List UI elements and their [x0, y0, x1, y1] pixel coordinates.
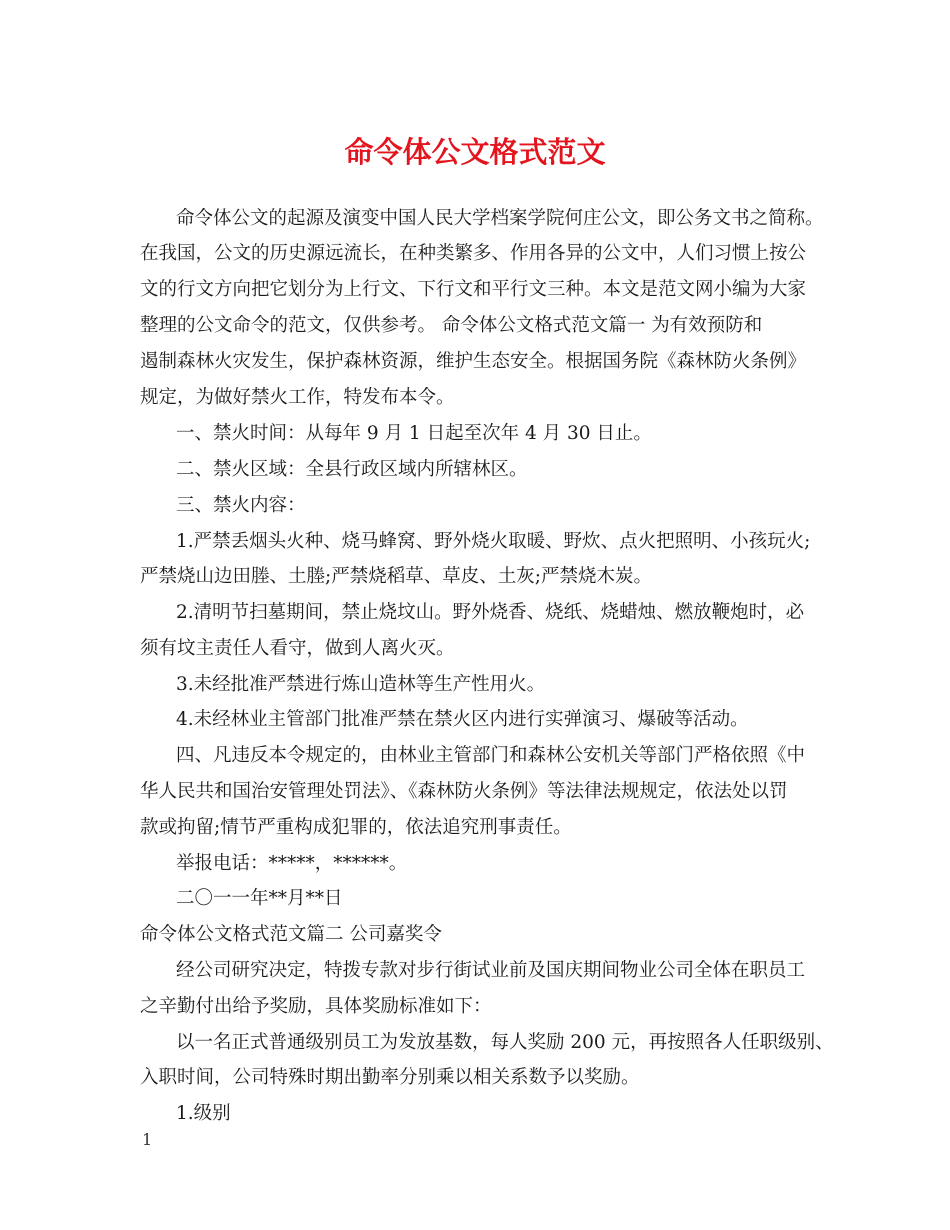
body-line: 1.级别 — [176, 1103, 231, 1124]
body-line: 举报电话：*****，******。 — [176, 853, 408, 874]
body-line: 规定，为做好禁火工作，特发布本令。 — [140, 387, 455, 408]
document-title: 命令体公文格式范文 — [344, 135, 606, 169]
body-line: 1.严禁丢烟头火种、烧马蜂窝、野外烧火取暖、野炊、点火把照明、小孩玩火; — [176, 531, 811, 552]
body-line: 严禁烧山边田塍、土塍;严禁烧稻草、草皮、土灰;严禁烧木炭。 — [140, 566, 652, 587]
body-line: 华人民共和国治安管理处罚法》、《森林防火条例》等法律法规规定，依法处以罚 — [140, 781, 788, 802]
body-line: 遏制森林火灾发生，保护森林资源，维护生态安全。根据国务院《森林防火条例》 — [140, 351, 807, 372]
body-line: 经公司研究决定，特拨专款对步行街试业前及国庆期间物业公司全体在职员工 — [176, 960, 806, 981]
body-line: 须有坟主责任人看守，做到人离火灭。 — [140, 638, 455, 659]
body-line: 文的行文方向把它划分为上行文、下行文和平行文三种。本文是范文网小编为大家 — [140, 279, 807, 300]
signature-date: 二〇一一年**月**日 — [176, 888, 343, 909]
body-line: 款或拘留;情节严重构成犯罪的，依法追究刑事责任。 — [140, 817, 572, 838]
body-line: 之辛勤付出给予奖励，具体奖励标准如下： — [140, 996, 492, 1017]
body-line: 三、禁火内容： — [176, 495, 306, 516]
body-line: 入职时间，公司特殊时期出勤率分别乘以相关系数予以奖励。 — [140, 1067, 640, 1088]
body-line: 四、凡违反本令规定的，由林业主管部门和森林公安机关等部门严格依照《中 — [176, 745, 806, 766]
body-line: 整理的公文命令的范文，仅供参考。 命令体公文格式范文篇一 为有效预防和 — [140, 315, 763, 336]
body-line: 二、禁火区域：全县行政区域内所辖林区。 — [176, 459, 528, 480]
body-line: 3.未经批准严禁进行炼山造林等生产性用火。 — [176, 674, 546, 695]
body-line: 在我国，公文的历史源远流长，在种类繁多、作用各异的公文中，人们习惯上按公 — [140, 243, 807, 264]
body-line: 2.清明节扫墓期间，禁止烧坟山。野外烧香、烧纸、烧蜡烛、燃放鞭炮时，必 — [176, 602, 805, 623]
body-line: 一、禁火时间：从每年 9 月 1 日起至次年 4 月 30 日止。 — [176, 423, 652, 444]
body-line: 以一名正式普通级别员工为发放基数，每人奖励 200 元，再按照各人任职级别、 — [176, 1032, 834, 1053]
page-number: 1 — [142, 1130, 153, 1149]
body-line: 命令体公文的起源及演变中国人民大学档案学院何庄公文，即公务文书之简称。 — [176, 208, 824, 229]
section-heading: 命令体公文格式范文篇二 公司嘉奖令 — [140, 924, 442, 945]
body-line: 4.未经林业主管部门批准严禁在禁火区内进行实弹演习、爆破等活动。 — [176, 709, 749, 730]
